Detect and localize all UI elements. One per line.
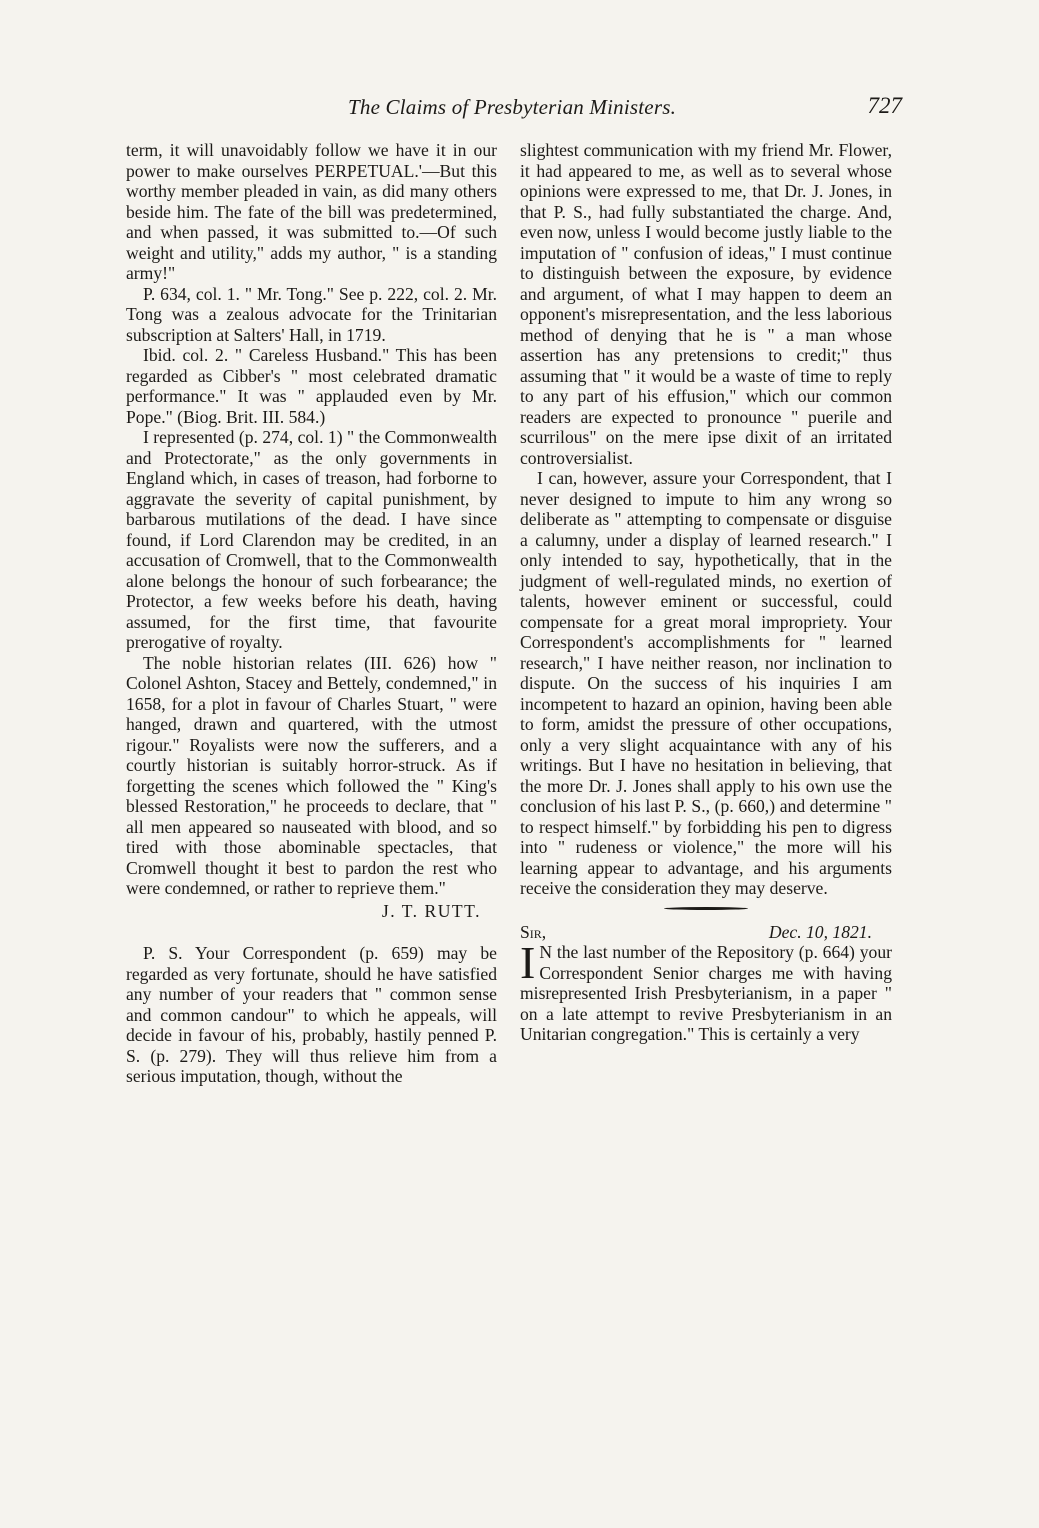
left-paragraph-1: term, it will unavoidably follow we have it in our power to make ourselves PERPETUAL.'—But this worthy member pleaded in vain, as did many others beside him. The fate of the bill was predetermined, and when passed, it was submitted to.—Of such weight and utility," adds my author, " is a standing army!": [126, 140, 497, 283]
running-title: The Claims of Presbyterian Ministers.: [347, 95, 677, 119]
page-number: 727: [867, 93, 902, 118]
letter-dateline: [520, 922, 892, 943]
letter-opening: [520, 937, 892, 1045]
left-paragraph-4: I represented (p. 274, col. 1) " the Commonwealth and Protectorate," as the only governments in England which, in cases of treason, had forborne to aggravate the severity of capital punishment, by barbarous mutilations of the dead. I have since found, if Lord Clarendon may be credited, in an accusation of Cromwell, that to the Commonwealth alone belongs the honour of such forbearance; the Protector, a few weeks before his death, having assumed, for the first time, that favourite prerogative of royalty.: [126, 427, 497, 652]
left-paragraph-2: P. 634, col. 1. " Mr. Tong." See p. 222, col. 2. Mr. Tong was a zealous advocate for the Trinitarian subscription at Salters' Hall, in 1719.: [126, 283, 497, 345]
left-column: [126, 140, 497, 1087]
running-header: [122, 95, 902, 125]
section-divider: [664, 907, 748, 910]
right-column: [520, 140, 892, 1045]
letter-opening-text: N the last number of the Repository (p. 664) your Correspondent Senior charges me with having misrepresented Irish Presbyterianism, in a paper " on a late attempt to revive Presbyterianism in an Unitarian congregation." This is certainly a very: [520, 942, 892, 1044]
right-paragraph-1: slightest communication with my friend Mr. Flower, it had appeared to me, as well as to several whose opinions were expressed to me, that Dr. J. Jones, in that P. S., had fully substantiated the charge. And, even now, unless I would become justly liable to the imputation of " confusion of ideas," I must continue to distinguish between the exposure, by evidence and argument, of what I may happen to deem an opponent's misrepresentation, and the less laborious method of denying that he is " a man whose assertion has any pretensions to credit;" thus assuming that " it would be a waste of time to reply to any part of his effusion," which our common readers are expected to pronounce " puerile and scurrilous" on the mere ipse dixit of an irritated controversialist.: [520, 140, 892, 468]
letter-date: Dec. 10, 1821.: [768, 921, 872, 942]
drop-cap: I: [520, 937, 536, 988]
author-signature: J. T. RUTT.: [381, 900, 481, 921]
left-paragraph-3: Ibid. col. 2. " Careless Husband." This has been regarded as Cibber's " most celebrated dramatic performance." It was " applauded even by Mr. Pope." (Biog. Brit. III. 584.): [126, 345, 497, 427]
salutation: Sir,: [520, 921, 547, 942]
right-paragraph-2: I can, however, assure your Correspondent, that I never designed to impute to him any wrong so deliberate as " attempting to compensate or disguise a calumny, under a display of learned research." I only intended to say, hypothetically, that in the judgment of well-regulated minds, no exertion of talents, however eminent or successful, could compensate for a great moral impropriety. Your Correspondent's accomplishments for " learned research," I have neither reason, nor inclination to dispute. On the success of his inquiries I am incompetent to hazard an opinion, having been able to form, amidst the pressure of other occupations, only a very slight acquaintance with any of his writings. But I have no hesitation in believing, that the more Dr. J. Jones shall apply to his own use the conclusion of his last P. S., (p. 660,) and determine " to respect himself." by forbidding his pen to digress into " rudeness or violence," the more will his learning appear to advantage, and his arguments receive the consideration they may deserve.: [520, 468, 892, 898]
postscript: P. S. Your Correspondent (p. 659) may be regarded as very fortunate, should he have satisfied any number of your readers that " common sense and common candour" to which he appeals, will decide in favour of his, probably, hastily penned P. S. (p. 279). They will thus relieve him from a serious imputation, though, without the: [126, 943, 497, 1086]
left-paragraph-5: The noble historian relates (III. 626) how " Colonel Ashton, Stacey and Bettely, condemned," in 1658, for a plot in favour of Charles Stuart, " were hanged, drawn and quartered, with the utmost rigour." Royalists were now the sufferers, and a courtly historian is suitably horror-struck. As if forgetting the scenes which followed the " King's blessed Restoration," he proceeds to declare, that " all men appeared so nauseated with blood, and so tired with those abominable spectacles, that Cromwell thought it best to pardon the rest who were condemned, or rather to reprieve them.": [126, 652, 497, 898]
